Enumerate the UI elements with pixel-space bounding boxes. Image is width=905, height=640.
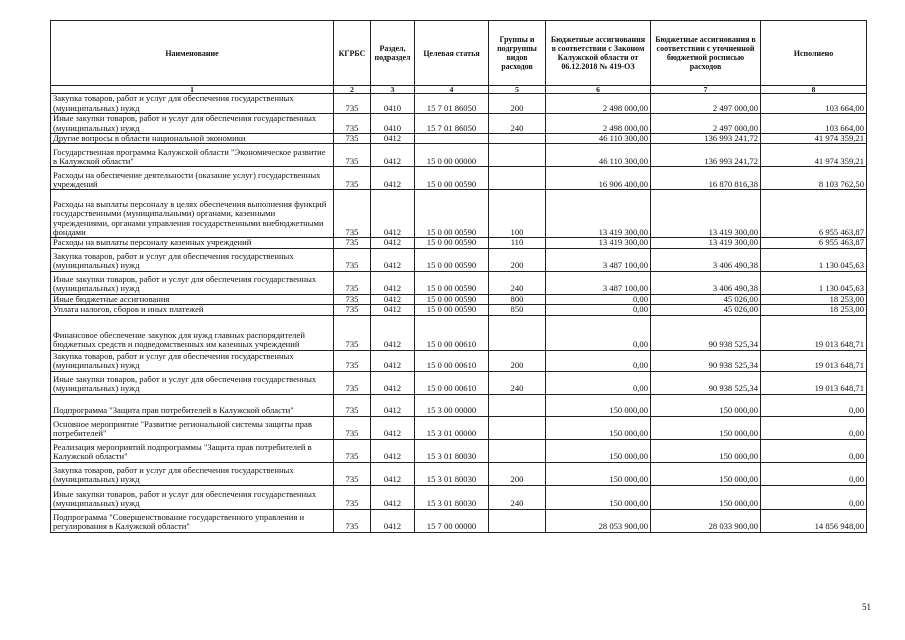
row-target xyxy=(415,134,489,144)
row-executed-amount: 6 955 463,87 xyxy=(761,190,867,238)
row-executed-amount: 18 253,00 xyxy=(761,305,867,315)
row-executed-amount: 0,00 xyxy=(761,394,867,416)
row-name: Реализация мероприятий подпрограммы "Защита прав потребителей в Калужской области" xyxy=(51,439,334,462)
table-row xyxy=(51,294,867,304)
row-refined-amount: 150 000,00 xyxy=(651,394,761,416)
row-group xyxy=(489,315,546,350)
row-section: 0410 xyxy=(371,114,415,134)
table-row xyxy=(51,394,867,416)
row-executed-amount: 41 974 359,21 xyxy=(761,134,867,144)
row-section: 0412 xyxy=(371,134,415,144)
row-executed-amount: 103 664,00 xyxy=(761,114,867,134)
column-number: 5 xyxy=(489,86,546,94)
row-law-amount: 150 000,00 xyxy=(546,462,651,485)
row-group xyxy=(489,144,546,167)
row-name: Расходы на выплаты персоналу казенных учреждений xyxy=(51,238,334,248)
table-row xyxy=(51,315,867,350)
row-group xyxy=(489,394,546,416)
row-executed-amount: 6 955 463,87 xyxy=(761,238,867,248)
row-executed-amount: 0,00 xyxy=(761,485,867,509)
row-kgrbs: 735 xyxy=(334,238,371,248)
row-law-amount: 3 487 100,00 xyxy=(546,271,651,294)
row-executed-amount: 1 130 045,63 xyxy=(761,271,867,294)
row-group: 200 xyxy=(489,94,546,114)
row-refined-amount: 150 000,00 xyxy=(651,416,761,439)
row-refined-amount: 136 993 241,72 xyxy=(651,134,761,144)
row-kgrbs: 735 xyxy=(334,439,371,462)
row-kgrbs: 735 xyxy=(334,416,371,439)
row-kgrbs: 735 xyxy=(334,271,371,294)
row-kgrbs: 735 xyxy=(334,462,371,485)
row-law-amount: 0,00 xyxy=(546,315,651,350)
row-law-amount: 3 487 100,00 xyxy=(546,248,651,271)
row-executed-amount: 1 130 045,63 xyxy=(761,248,867,271)
row-name: Государственная программа Калужской области "Экономическое развитие в Калужской области" xyxy=(51,144,334,167)
table-row xyxy=(51,94,867,114)
row-refined-amount: 28 033 900,00 xyxy=(651,509,761,532)
table-row xyxy=(51,248,867,271)
row-target: 15 0 00 00610 xyxy=(415,371,489,394)
row-executed-amount: 19 013 648,71 xyxy=(761,371,867,394)
row-target: 15 0 00 00590 xyxy=(415,190,489,238)
row-name: Другие вопросы в области национальной экономики xyxy=(51,134,334,144)
row-name: Иные закупки товаров, работ и услуг для обеспечения государственных (муниципальных) нужд xyxy=(51,371,334,394)
row-target: 15 3 01 80030 xyxy=(415,462,489,485)
row-name: Закупка товаров, работ и услуг для обеспечения государственных (муниципальных) нужд xyxy=(51,462,334,485)
row-target: 15 0 00 00590 xyxy=(415,167,489,190)
row-group xyxy=(489,167,546,190)
row-law-amount: 16 906 400,00 xyxy=(546,167,651,190)
row-name: Расходы на выплаты персоналу в целях обеспечения выполнения функций государственными (муниципальными) органами, казенными учреждениями, органами управления государственными внебюджетными фондами xyxy=(51,190,334,238)
row-law-amount: 13 419 300,00 xyxy=(546,190,651,238)
row-refined-amount: 136 993 241,72 xyxy=(651,144,761,167)
row-refined-amount: 150 000,00 xyxy=(651,462,761,485)
column-number: 7 xyxy=(651,86,761,94)
table-body xyxy=(51,94,867,533)
row-law-amount: 28 053 900,00 xyxy=(546,509,651,532)
row-kgrbs: 735 xyxy=(334,114,371,134)
column-number: 4 xyxy=(415,86,489,94)
row-name: Иные закупки товаров, работ и услуг для обеспечения государственных (муниципальных) нужд xyxy=(51,485,334,509)
row-law-amount: 46 110 300,00 xyxy=(546,144,651,167)
row-refined-amount: 13 419 300,00 xyxy=(651,238,761,248)
row-executed-amount: 41 974 359,21 xyxy=(761,144,867,167)
header-law: Бюджетные ассигнования в соответствии с Законом Калужской области от 06.12.2018 № 419-ОЗ xyxy=(546,21,651,86)
header-executed: Исполнено xyxy=(761,21,867,86)
row-kgrbs: 735 xyxy=(334,144,371,167)
row-section: 0410 xyxy=(371,94,415,114)
row-kgrbs: 735 xyxy=(334,248,371,271)
row-group: 800 xyxy=(489,294,546,304)
row-group: 240 xyxy=(489,271,546,294)
row-group: 200 xyxy=(489,350,546,371)
row-section: 0412 xyxy=(371,439,415,462)
row-law-amount: 150 000,00 xyxy=(546,394,651,416)
row-section: 0412 xyxy=(371,167,415,190)
row-section: 0412 xyxy=(371,371,415,394)
row-law-amount: 0,00 xyxy=(546,294,651,304)
column-number-row xyxy=(51,86,867,94)
row-group: 240 xyxy=(489,485,546,509)
row-law-amount: 0,00 xyxy=(546,350,651,371)
budget-table xyxy=(50,20,867,533)
row-section: 0412 xyxy=(371,248,415,271)
row-group xyxy=(489,439,546,462)
table-header-row xyxy=(51,21,867,86)
table-row xyxy=(51,238,867,248)
row-name: Финансовое обеспечение закупок для нужд главных распорядителей бюджетных средств и подведомственных им казенных учреждений xyxy=(51,315,334,350)
row-refined-amount: 13 419 300,00 xyxy=(651,190,761,238)
row-target: 15 7 01 86050 xyxy=(415,94,489,114)
row-kgrbs: 735 xyxy=(334,167,371,190)
row-refined-amount: 150 000,00 xyxy=(651,485,761,509)
header-section: Раздел, подраздел xyxy=(371,21,415,86)
row-kgrbs: 735 xyxy=(334,485,371,509)
row-target: 15 0 00 00590 xyxy=(415,305,489,315)
row-refined-amount: 2 497 000,00 xyxy=(651,114,761,134)
row-kgrbs: 735 xyxy=(334,394,371,416)
table-row xyxy=(51,167,867,190)
row-target: 15 0 00 00590 xyxy=(415,294,489,304)
row-law-amount: 150 000,00 xyxy=(546,485,651,509)
row-section: 0412 xyxy=(371,416,415,439)
row-law-amount: 46 110 300,00 xyxy=(546,134,651,144)
table-row xyxy=(51,509,867,532)
row-section: 0412 xyxy=(371,485,415,509)
row-target: 15 3 00 00000 xyxy=(415,394,489,416)
row-kgrbs: 735 xyxy=(334,315,371,350)
row-name: Закупка товаров, работ и услуг для обеспечения государственных (муниципальных) нужд xyxy=(51,248,334,271)
row-executed-amount: 0,00 xyxy=(761,416,867,439)
row-refined-amount: 90 938 525,34 xyxy=(651,315,761,350)
row-law-amount: 0,00 xyxy=(546,371,651,394)
row-group: 240 xyxy=(489,114,546,134)
header-refined: Бюджетные ассигнования в соответствии с уточненной бюджетной росписью расходов xyxy=(651,21,761,86)
row-section: 0412 xyxy=(371,394,415,416)
row-executed-amount: 0,00 xyxy=(761,462,867,485)
table-row xyxy=(51,305,867,315)
row-target: 15 3 01 80030 xyxy=(415,439,489,462)
table-row xyxy=(51,350,867,371)
row-section: 0412 xyxy=(371,238,415,248)
row-executed-amount: 19 013 648,71 xyxy=(761,350,867,371)
row-name: Расходы на обеспечение деятельности (оказание услуг) государственных учреждений xyxy=(51,167,334,190)
row-name: Иные закупки товаров, работ и услуг для обеспечения государственных (муниципальных) нужд xyxy=(51,114,334,134)
row-refined-amount: 3 406 490,38 xyxy=(651,271,761,294)
row-executed-amount: 103 664,00 xyxy=(761,94,867,114)
column-number: 3 xyxy=(371,86,415,94)
row-refined-amount: 90 938 525,34 xyxy=(651,350,761,371)
row-target: 15 0 00 00590 xyxy=(415,238,489,248)
row-target: 15 0 00 00590 xyxy=(415,248,489,271)
row-refined-amount: 45 026,00 xyxy=(651,305,761,315)
row-kgrbs: 735 xyxy=(334,94,371,114)
row-section: 0412 xyxy=(371,315,415,350)
row-section: 0412 xyxy=(371,144,415,167)
row-section: 0412 xyxy=(371,190,415,238)
row-executed-amount: 18 253,00 xyxy=(761,294,867,304)
row-law-amount: 2 498 000,00 xyxy=(546,114,651,134)
table-row xyxy=(51,485,867,509)
row-executed-amount: 19 013 648,71 xyxy=(761,315,867,350)
row-name: Иные бюджетные ассигнования xyxy=(51,294,334,304)
row-name: Подпрограмма "Защита прав потребителей в Калужской области" xyxy=(51,394,334,416)
table-row xyxy=(51,134,867,144)
row-refined-amount: 3 406 490,38 xyxy=(651,248,761,271)
table-row xyxy=(51,190,867,238)
header-target: Целевая статья xyxy=(415,21,489,86)
table-row xyxy=(51,144,867,167)
row-group: 850 xyxy=(489,305,546,315)
row-kgrbs: 735 xyxy=(334,305,371,315)
row-kgrbs: 735 xyxy=(334,371,371,394)
column-number: 2 xyxy=(334,86,371,94)
row-refined-amount: 150 000,00 xyxy=(651,439,761,462)
row-executed-amount: 14 856 948,00 xyxy=(761,509,867,532)
row-executed-amount: 8 103 762,50 xyxy=(761,167,867,190)
row-target: 15 0 00 00590 xyxy=(415,271,489,294)
header-name: Наименование xyxy=(51,21,334,86)
row-refined-amount: 90 938 525,34 xyxy=(651,371,761,394)
row-kgrbs: 735 xyxy=(334,190,371,238)
row-section: 0412 xyxy=(371,271,415,294)
row-target: 15 3 01 80030 xyxy=(415,485,489,509)
row-name: Подпрограмма "Совершенствование государственного управления и регулирования в Калужской области" xyxy=(51,509,334,532)
row-target: 15 0 00 00610 xyxy=(415,315,489,350)
row-refined-amount: 45 026,00 xyxy=(651,294,761,304)
row-group: 240 xyxy=(489,371,546,394)
table-row xyxy=(51,439,867,462)
row-section: 0412 xyxy=(371,350,415,371)
row-group: 110 xyxy=(489,238,546,248)
row-group: 200 xyxy=(489,248,546,271)
page-number: 51 xyxy=(862,602,871,612)
row-section: 0412 xyxy=(371,294,415,304)
column-number: 1 xyxy=(51,86,334,94)
row-name: Уплата налогов, сборов и иных платежей xyxy=(51,305,334,315)
row-group: 100 xyxy=(489,190,546,238)
row-target: 15 3 01 00000 xyxy=(415,416,489,439)
row-target: 15 0 00 00000 xyxy=(415,144,489,167)
row-section: 0412 xyxy=(371,305,415,315)
row-refined-amount: 2 497 000,00 xyxy=(651,94,761,114)
header-kgrbs: КГРБС xyxy=(334,21,371,86)
row-kgrbs: 735 xyxy=(334,294,371,304)
row-group xyxy=(489,416,546,439)
row-law-amount: 150 000,00 xyxy=(546,439,651,462)
row-kgrbs: 735 xyxy=(334,134,371,144)
row-name: Основное мероприятие "Развитие региональной системы защиты прав потребителей" xyxy=(51,416,334,439)
row-law-amount: 150 000,00 xyxy=(546,416,651,439)
table-row xyxy=(51,371,867,394)
column-number: 8 xyxy=(761,86,867,94)
row-law-amount: 0,00 xyxy=(546,305,651,315)
row-name: Закупка товаров, работ и услуг для обеспечения государственных (муниципальных) нужд xyxy=(51,94,334,114)
row-group xyxy=(489,134,546,144)
row-target: 15 0 00 00610 xyxy=(415,350,489,371)
table-row xyxy=(51,114,867,134)
table-row xyxy=(51,271,867,294)
row-name: Закупка товаров, работ и услуг для обеспечения государственных (муниципальных) нужд xyxy=(51,350,334,371)
row-executed-amount: 0,00 xyxy=(761,439,867,462)
row-kgrbs: 735 xyxy=(334,509,371,532)
row-name: Иные закупки товаров, работ и услуг для обеспечения государственных (муниципальных) нужд xyxy=(51,271,334,294)
header-groups: Группы и подгруппы видов расходов xyxy=(489,21,546,86)
table-row xyxy=(51,416,867,439)
row-law-amount: 13 419 300,00 xyxy=(546,238,651,248)
row-law-amount: 2 498 000,00 xyxy=(546,94,651,114)
row-section: 0412 xyxy=(371,509,415,532)
table-row xyxy=(51,462,867,485)
column-number: 6 xyxy=(546,86,651,94)
row-group xyxy=(489,509,546,532)
row-target: 15 7 01 86050 xyxy=(415,114,489,134)
row-refined-amount: 16 870 816,38 xyxy=(651,167,761,190)
row-section: 0412 xyxy=(371,462,415,485)
row-group: 200 xyxy=(489,462,546,485)
row-target: 15 7 00 00000 xyxy=(415,509,489,532)
row-kgrbs: 735 xyxy=(334,350,371,371)
